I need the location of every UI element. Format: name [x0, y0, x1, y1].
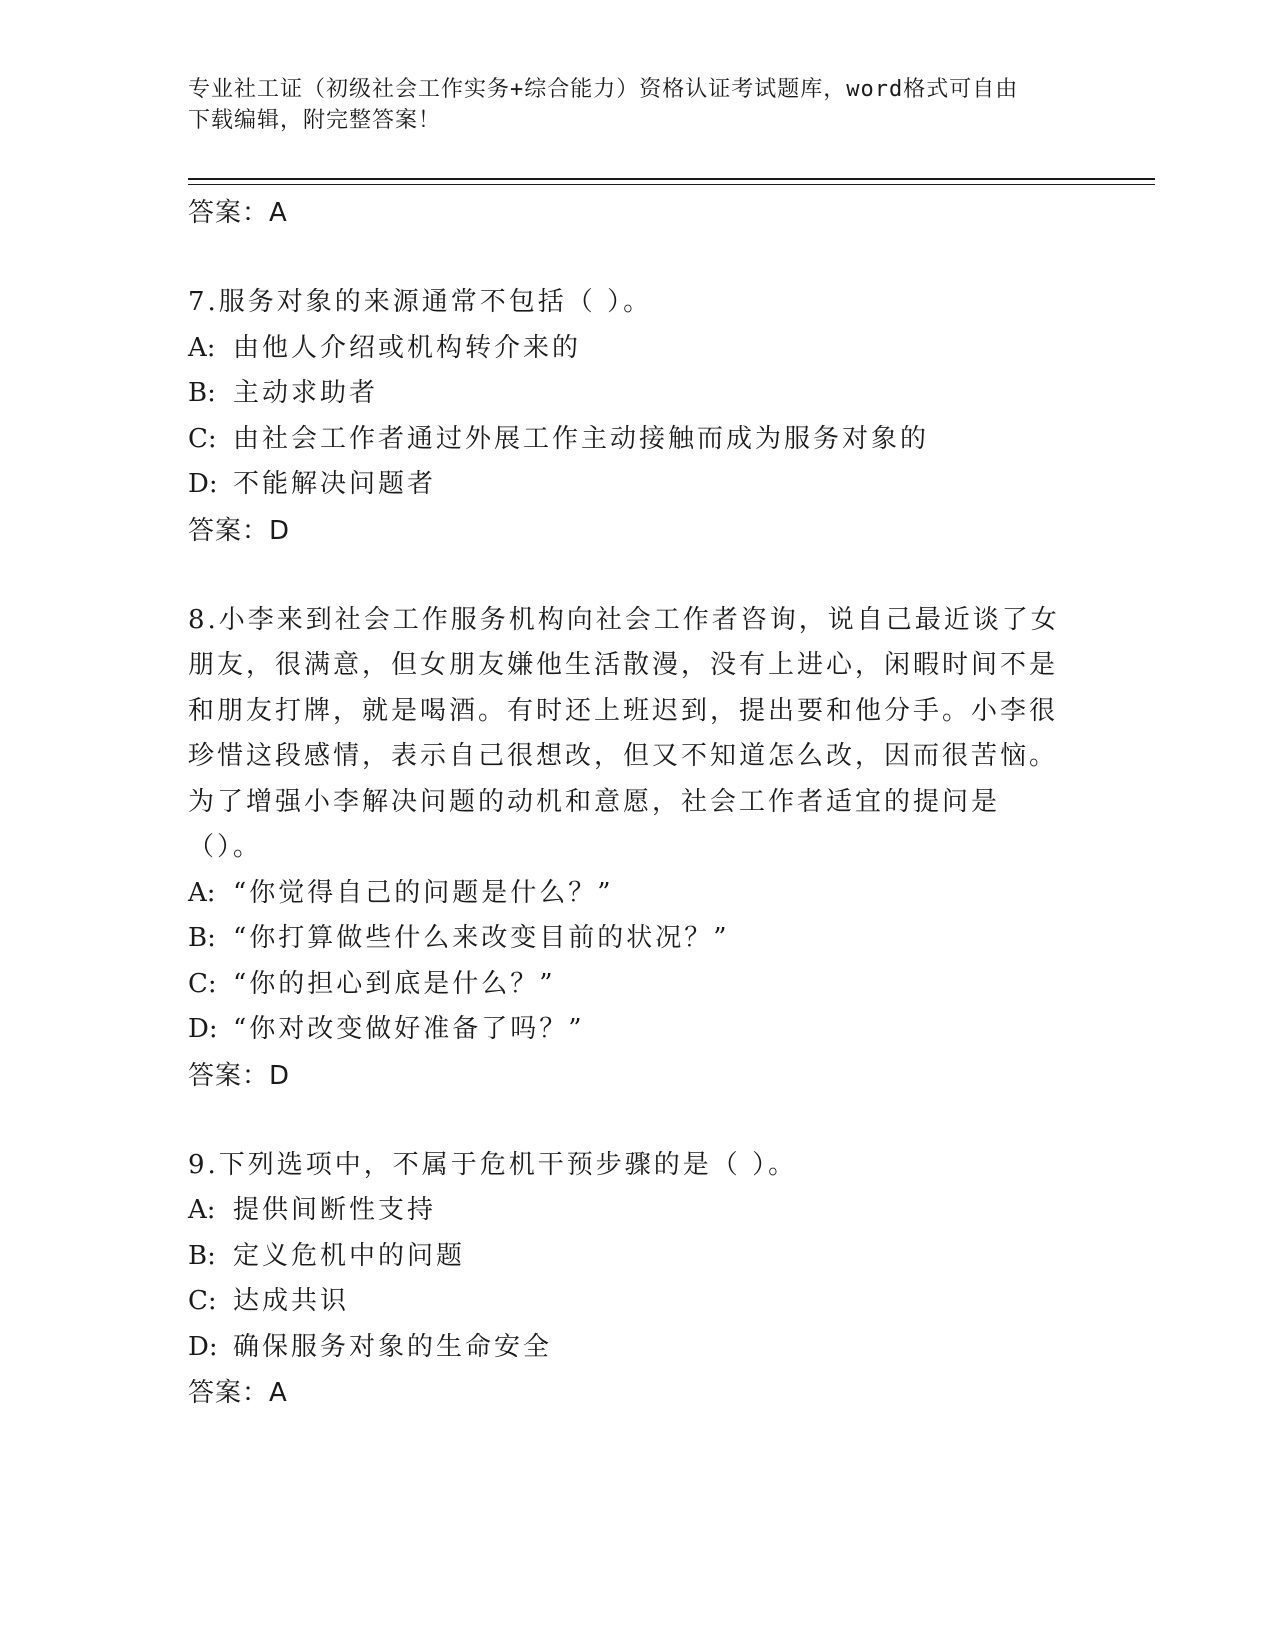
option-key: B: [188, 1240, 216, 1271]
answer-line: 答案：D [188, 1060, 291, 1091]
option-key: C: [188, 1286, 217, 1316]
option-b [188, 1234, 1068, 1280]
option-key: D: [188, 1331, 218, 1362]
header-line-2: 下载编辑，附完整答案！ [188, 108, 442, 133]
option-text: 提供间断性支持 [233, 1195, 437, 1225]
option-a [188, 1188, 1068, 1234]
header-rule-thin [188, 184, 1155, 185]
option-text: 由社会工作者通过外展工作主动接触而成为服务对象的 [233, 423, 930, 454]
header-rule-thick [188, 178, 1155, 180]
option-key: C: [188, 968, 217, 999]
option-text: 不能解决问题者 [233, 469, 437, 499]
option-d [188, 1007, 1068, 1053]
option-text: 由他人介绍或机构转介来的 [233, 332, 582, 363]
option-a [188, 871, 1068, 917]
question-stem: 7.服务对象的来源通常不包括（ ）。 [188, 287, 653, 317]
question-block [188, 280, 1068, 554]
option-c [188, 417, 1068, 463]
option-text: 确保服务对象的生命安全 [233, 1331, 553, 1362]
question-stem: 8.小李来到社会工作服务机构向社会工作者咨询，说自己最近谈了女朋友，很满意，但女朋友嫌他生活散漫，没有上进心，闲暇时间不是和朋友打牌，就是喝酒。有时还上班迟到，提出要和他分手。小李很珍惜这段感情，表示自己很想改，但又不知道怎么改，因而很苦恼。为了增强小李解决问题的动机和意愿，社会工作者适宜的提问是（）。 [188, 604, 1060, 862]
option-text: 定义危机中的问题 [233, 1240, 466, 1271]
option-c [188, 1279, 1068, 1325]
option-d [188, 1325, 1068, 1371]
option-text: 达成共识 [233, 1286, 350, 1316]
option-text: “你对改变做好准备了吗？” [233, 1014, 585, 1044]
question-block [188, 598, 1068, 1099]
question-stem: 9.下列选项中，不属于危机干预步骤的是（ ）。 [188, 1149, 798, 1180]
option-b [188, 916, 1068, 962]
option-text: “你打算做些什么来改变目前的状况？” [233, 923, 730, 953]
header-line-1: 专业社工证（初级社会工作实务+综合能力）资格认证考试题库，word格式可自由 [188, 77, 1019, 102]
option-key: D: [188, 1014, 218, 1044]
option-b [188, 371, 1068, 417]
answer-line: 答案：A [188, 198, 288, 228]
option-key: A: [188, 877, 216, 908]
option-key: C: [188, 423, 217, 454]
option-key: A: [188, 332, 216, 363]
option-key: D: [188, 469, 218, 499]
document-header [188, 74, 1088, 136]
option-text: 主动求助者 [233, 378, 379, 408]
option-key: B: [188, 923, 216, 953]
option-key: B: [188, 378, 216, 408]
question-block [188, 1143, 1068, 1417]
answer-line: 答案：A [188, 1378, 288, 1408]
option-text: “你的担心到底是什么？” [233, 968, 556, 999]
option-d [188, 462, 1068, 508]
option-text: “你觉得自己的问题是什么？” [233, 877, 614, 908]
option-c [188, 962, 1068, 1008]
document-body [188, 190, 1068, 1416]
option-a [188, 326, 1068, 372]
option-key: A: [188, 1195, 216, 1225]
answer-line: 答案：D [188, 515, 291, 546]
